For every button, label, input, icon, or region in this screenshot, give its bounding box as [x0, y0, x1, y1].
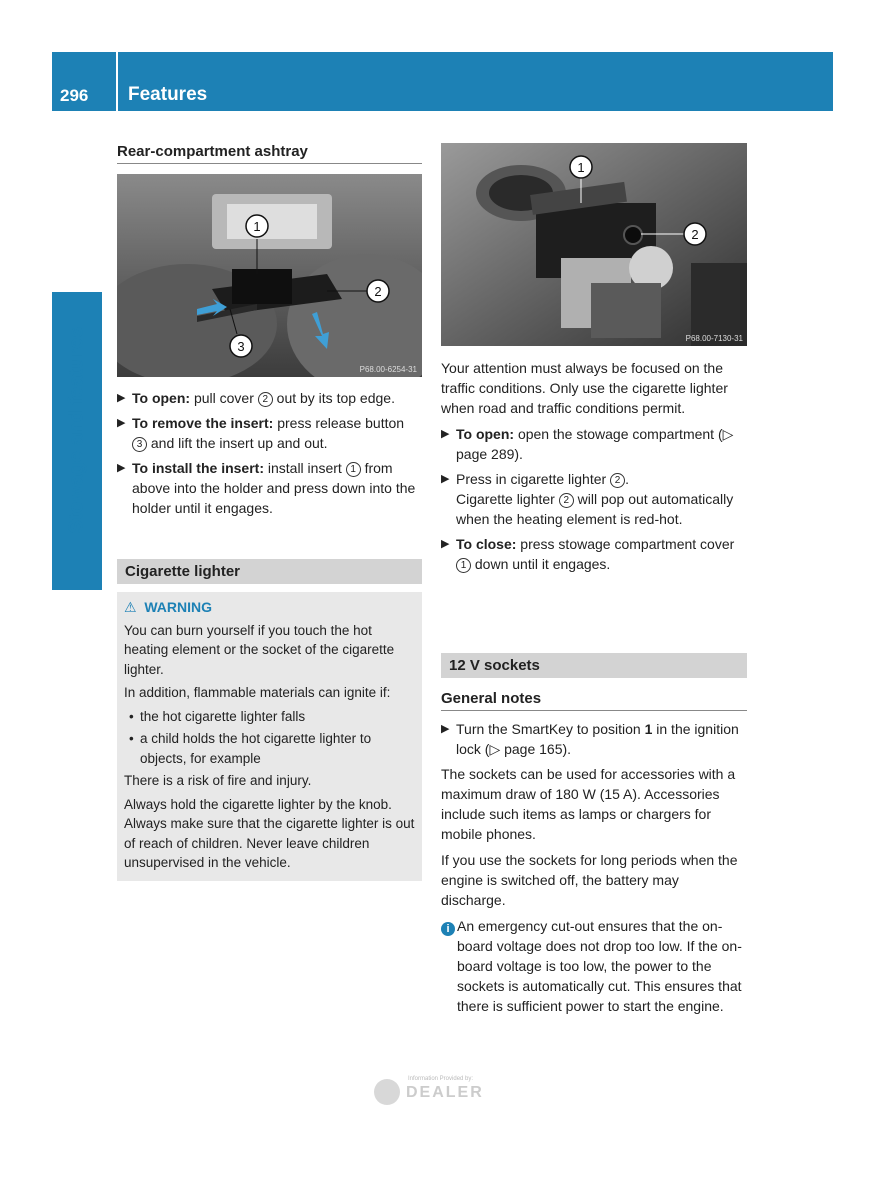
sockets-heading: 12 V sockets: [441, 653, 747, 678]
lighter-section: [117, 559, 422, 881]
ref-circle: 3: [132, 437, 147, 452]
ref-circle: 1: [456, 558, 471, 573]
page-title: Features: [128, 84, 208, 105]
photo2-code: P68.00-7130-31: [685, 334, 743, 343]
arrow-icon: ▶: [441, 473, 450, 485]
ref-circle: 2: [258, 392, 273, 407]
warning-bullet: • a child holds the hot cigarette lighter to objects, for example: [129, 731, 372, 766]
photo1-callout-3: 3: [237, 339, 245, 354]
header-divider: [116, 52, 118, 111]
ref-circle: 2: [559, 493, 574, 508]
sockets-paragraph: The sockets can be used for accessories with a maximum draw of 180 W (15 A). Accessories include such items as lamps or chargers for mobile phones.: [441, 766, 736, 842]
arrow-icon: ▶: [117, 462, 126, 474]
arrow-icon: ▶: [117, 392, 126, 404]
photo1-callout-1: 1: [253, 219, 261, 234]
info-note: i An emergency cut-out ensures that the on-board voltage does not drop too low. If the on-board voltage is too low, the power to the sockets is automatically cut. This ensures that there is sufficient power to start the engine.: [441, 916, 747, 1016]
warning-triangle-icon: ⚠: [124, 599, 137, 615]
warning-bullet: • the hot cigarette lighter falls: [129, 708, 306, 724]
photo1-callout-2: 2: [374, 284, 382, 299]
general-notes-title: General notes: [441, 690, 747, 711]
step-remove-insert: ▶ To remove the insert: press release button 3 and lift the insert up and out.: [117, 415, 405, 451]
step-turn-smartkey: ▶ Turn the SmartKey to position 1 in the ignition lock (▷ page 165).: [441, 721, 739, 757]
side-tab-label: Stowage and features: [65, 326, 88, 534]
watermark-line1: Information Provided by:: [408, 1076, 474, 1082]
ashtray-section-heading: [117, 143, 422, 164]
arrow-icon: ▶: [441, 538, 450, 550]
page-number: 296: [60, 86, 89, 105]
photo2-callout-1: 1: [577, 160, 585, 175]
step-press-lighter: ▶ Press in cigarette lighter 2 . Cigarette lighter 2 will pop out automatically when the heating element is red-hot.: [441, 471, 734, 527]
arrow-icon: ▶: [117, 417, 126, 429]
sockets-section: [441, 653, 747, 1021]
warning-text: Always hold the cigarette lighter by the knob. Always make sure that the cigarette lighter is out of reach of children. Never leave children unsupervised in the vehicle.: [124, 796, 415, 870]
watermark-line2: DEALER: [406, 1084, 484, 1101]
step-open-stowage: ▶ To open: open the stowage compartment (▷ page 289).: [441, 426, 734, 462]
lighter-heading: Cigarette lighter: [117, 559, 422, 584]
warning-box: [117, 592, 422, 881]
step-close-stowage: ▶ To close: press stowage compartment cover 1 down until it engages.: [441, 536, 735, 572]
step-install-insert: ▶ To install the insert: install insert 1 from above into the holder and press down into the holder until it engages.: [117, 460, 416, 516]
ref-circle: 1: [346, 462, 361, 477]
warning-text: There is a risk of fire and injury.: [124, 773, 312, 788]
warning-text: You can burn yourself if you touch the hot heating element or the socket of the cigarette lighter.: [124, 622, 395, 677]
arrow-icon: ▶: [441, 723, 450, 735]
arrow-icon: ▶: [441, 428, 450, 440]
ref-circle: 2: [610, 473, 625, 488]
sockets-paragraph: If you use the sockets for long periods when the engine is switched off, the battery may discharge.: [441, 852, 738, 908]
lighter-instructions: [441, 358, 747, 579]
intro-paragraph: Your attention must always be focused on the traffic conditions. Only use the cigarette lighter when road and traffic conditions permit.: [441, 360, 728, 416]
dealer-watermark: [372, 1070, 512, 1110]
ashtray-photo: [117, 174, 422, 377]
info-icon: i: [441, 922, 455, 936]
warning-title: ⚠ WARNING: [124, 599, 213, 615]
step-open-ashtray: ▶ To open: pull cover 2 out by its top edge.: [117, 390, 395, 406]
ashtray-steps: [117, 388, 422, 523]
photo1-code: P68.00-6254-31: [359, 365, 417, 374]
stowage-photo: [441, 143, 747, 346]
ashtray-title: Rear-compartment ashtray: [117, 143, 422, 164]
photo2-callout-2: 2: [691, 227, 699, 242]
warning-text: In addition, flammable materials can ignite if:: [124, 685, 391, 700]
